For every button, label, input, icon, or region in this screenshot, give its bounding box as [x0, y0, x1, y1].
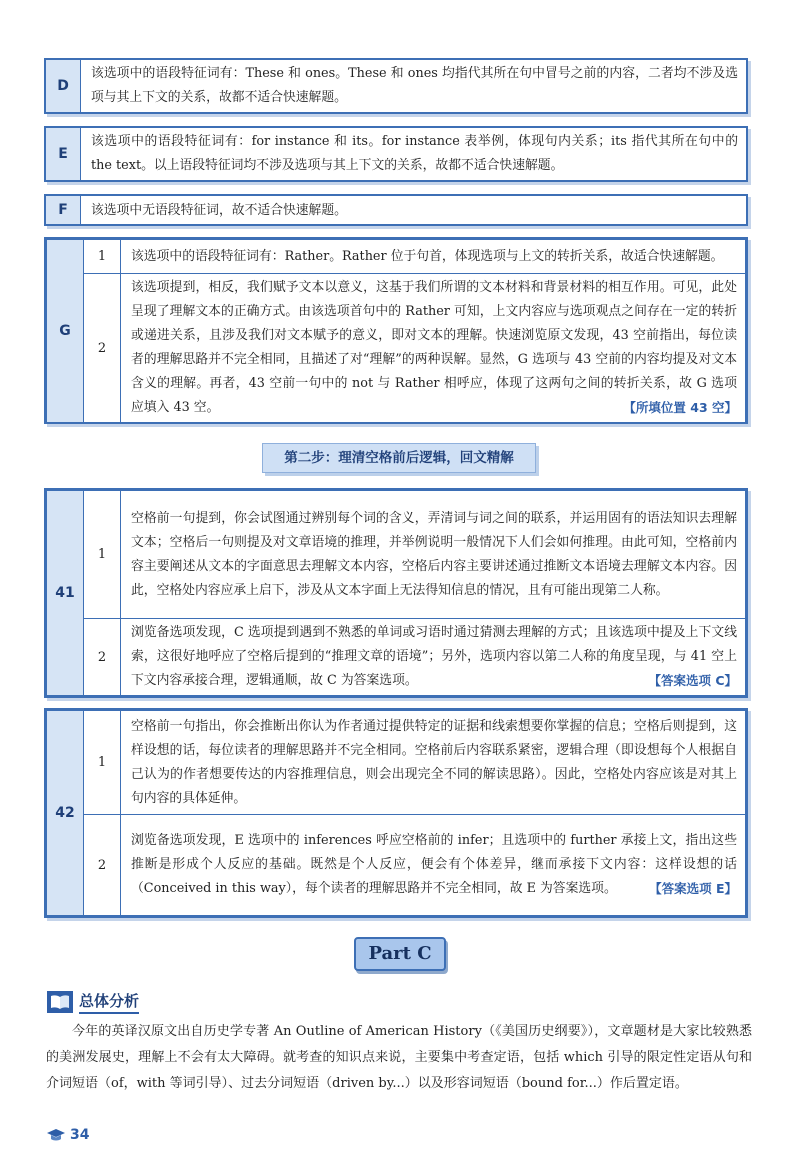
option-d-box [44, 58, 748, 114]
row-text: 该选项提到，相反，我们赋予文本以意义，这基于我们所谓的文本材料和背景材料的相互作用。可见，此处呈现了理解文本的正确方式。由该选项首句中的 Rather 可知，上文内容应与选项观点之间存在一定的转折或递进关系，且涉及我们对文本赋予的意义，即对文本的理解。快速浏览原文发现，43 空前指出，每位读者的理解思路并不完全相同，且描述了对“理解”的两种误解。显然，G 选项与 43 空前的内容均提及对文本含义的理解。再者，43 空前一句中的 not 与 Rather 相呼应，体现了这两句之间的转折关系，故 G 选项应填入 43 空。 [131, 280, 737, 415]
section-title: 总体分析 [79, 990, 139, 1014]
page-footer [46, 1123, 89, 1147]
question-41-table [44, 488, 748, 698]
row-number: 2 [84, 619, 121, 696]
answer-tag: 【答案选项 C】 [648, 673, 737, 688]
part-c-heading: Part C [354, 937, 446, 971]
page-number: 34 [70, 1127, 90, 1143]
option-letter: D [46, 60, 81, 112]
row-cell [121, 274, 746, 423]
answer-tag: 【所填位置 43 空】 [623, 400, 737, 415]
option-letter: F [46, 196, 81, 224]
row-text: 浏览备选项发现，E 选项中的 inferences 呼应空格前的 infer；且选项中的 further 承接上文，指出这些推断是形成个人反应的基础。既然是个人反应，便会有个体差异，继而承接下文内容：这样设想的话（Conceived in this way），每个读者的理解思路并不完全相同，故 E 为答案选项。 [131, 833, 737, 896]
row-text: 该选项中的语段特征词有：Rather。Rather 位于句首，体现选项与上文的转折关系，故适合快速解题。 [121, 240, 746, 274]
question-number: 41 [47, 491, 84, 696]
row-number: 2 [84, 815, 121, 916]
step-banner: 第二步：理清空格前后逻辑，回文精解 [262, 443, 536, 473]
option-letter: E [46, 128, 81, 180]
row-cell [121, 815, 746, 916]
row-cell [121, 619, 746, 696]
graduation-cap-icon [46, 1128, 66, 1142]
answer-tag: 【答案选项 E】 [649, 881, 737, 896]
question-42-table [44, 708, 748, 918]
option-text: 该选项中的语段特征词有：These 和 ones。These 和 ones 均指代其所在句中冒号之前的内容，二者均不涉及选项与其上下文的关系，故都不适合快速解题。 [91, 66, 738, 105]
option-text: 该选项中的语段特征词有：for instance 和 its。for instance 表举例，体现句内关系；its 指代其所在句中的 the text。以上语段特征词均不涉及选项与其上下文的关系，故都不适合快速解题。 [91, 134, 738, 173]
row-text: 空格前一句指出，你会推断出你认为作者通过提供特定的证据和线索想要你掌握的信息；空格后则提到，这样设想的话，每位读者的理解思路并不完全相同。空格前后内容联系紧密，逻辑合理（即设想每个人根据自己认为的作者想要传达的内容推理信息，则会出现完全不同的解读思路）。因此，空格处内容应该是对其上句内容的具体延伸。 [121, 711, 746, 815]
option-text: 该选项中无语段特征词，故不适合快速解题。 [91, 203, 347, 218]
row-text: 浏览备选项发现，C 选项提到遇到不熟悉的单词或习语时通过猜测去理解的方式；且该选项中提及上下文线索，这很好地呼应了空格后提到的“推理文章的语境”；另外，选项内容以第二人称的角度呈现，与 41 空上下文内容承接合理，逻辑通顺，故 C 为答案选项。 [131, 625, 737, 688]
question-number: 42 [47, 711, 84, 916]
option-letter: G [47, 240, 84, 423]
row-number: 1 [84, 240, 121, 274]
option-f-box [44, 194, 748, 226]
book-icon [47, 991, 73, 1013]
row-number: 1 [84, 491, 121, 619]
row-number: 2 [84, 274, 121, 423]
row-text: 空格前一句提到，你会试图通过辨别每个词的含义，弄清词与词之间的联系，并运用固有的语法知识去理解文本；空格后一句则提及对文章语境的推理，并举例说明一般情况下人们会如何推理。由此可知，空格前内容主要阐述从文本的字面意思去理解文本内容，空格后内容主要讲述通过推断文本语境去理解文本内容。因此，空格处内容应承上启下，涉及从文本字面上无法得知信息的情况，且有可能出现第二人称。 [121, 491, 746, 619]
section-heading [47, 990, 161, 1014]
option-g-table [44, 237, 748, 424]
option-e-box [44, 126, 748, 182]
analysis-paragraph: 今年的英译汉原文出自历史学专著 An Outline of American History（《美国历史纲要》），文章题材是大家比较熟悉的美洲发展史，理解上不会有太大障碍。就考查的知识点来说，主要集中考查定语，包括 which 引导的限定性定语从句和介词短语（of，with 等词引导）、过去分词短语（driven by...）以及形容词短语（bound for...）作后置定语。 [46, 1024, 752, 1091]
row-number: 1 [84, 711, 121, 815]
